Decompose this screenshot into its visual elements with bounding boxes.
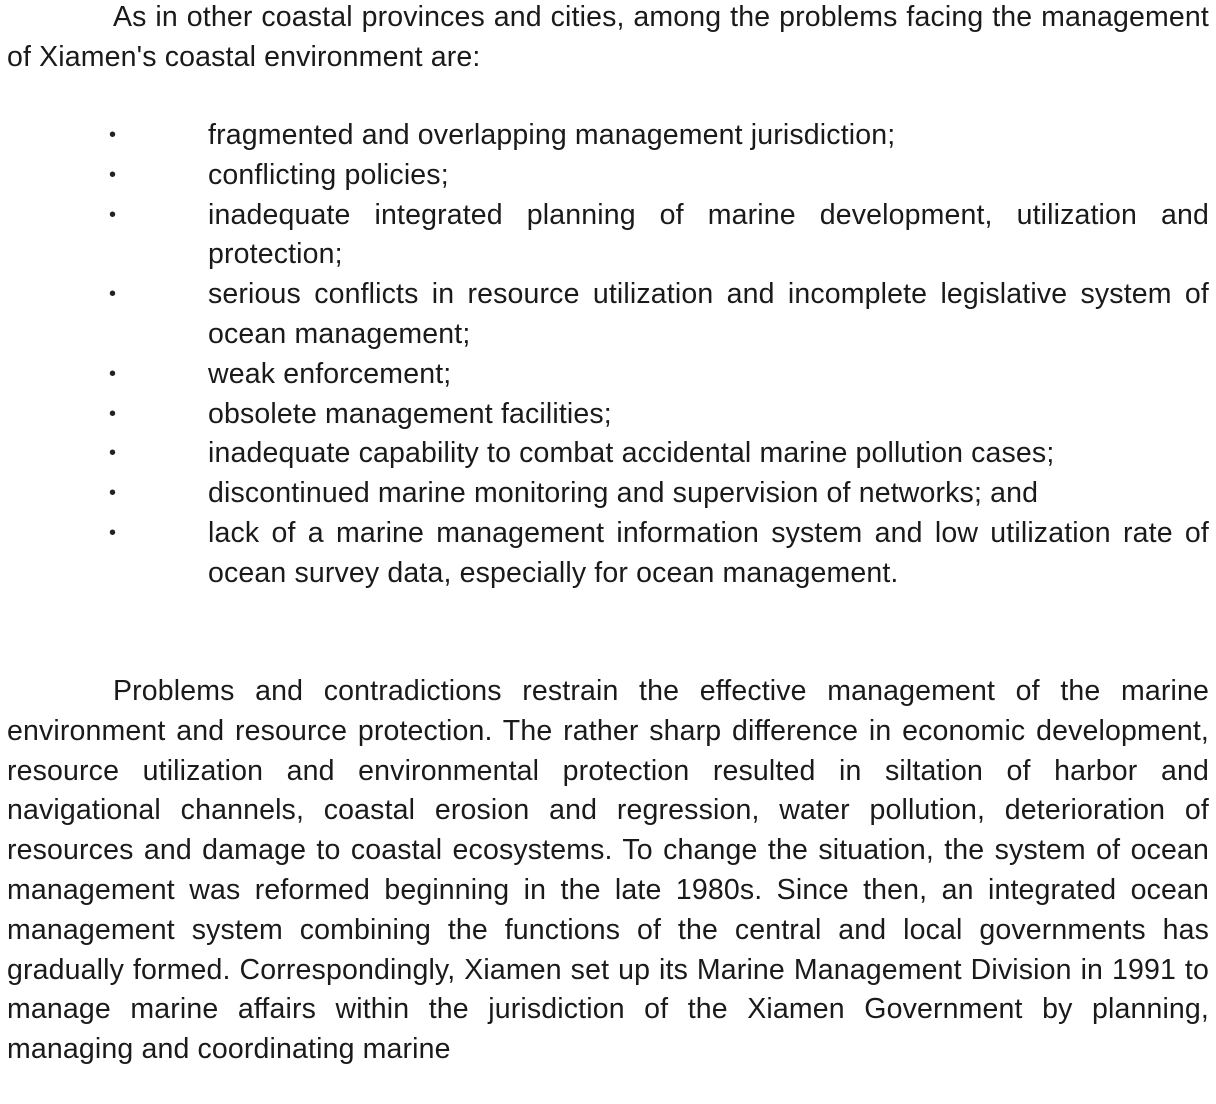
bullet-icon: •: [109, 521, 117, 544]
list-item-text: obsolete management facilities;: [208, 397, 612, 430]
list-item-text: inadequate integrated planning of marine development, utilization and protection;: [208, 198, 1209, 271]
bullet-icon: •: [109, 402, 117, 425]
list-item: [0, 355, 1209, 395]
list-item: [0, 395, 1209, 435]
intro-paragraph: As in other coastal provinces and cities, among the problems facing the management of Xiamen's coastal environment are:: [7, 1, 1209, 73]
list-item-text: fragmented and overlapping management jurisdiction;: [208, 119, 896, 151]
list-item-text: conflicting policies;: [208, 158, 449, 191]
bullet-icon: •: [109, 124, 117, 146]
bullet-icon: •: [109, 482, 117, 505]
list-item: [0, 275, 1209, 355]
list-item: [0, 156, 1209, 196]
bullet-icon: •: [109, 442, 117, 465]
bullet-icon: •: [109, 362, 117, 385]
bullet-icon: •: [109, 163, 117, 186]
problem-list: [0, 116, 1216, 594]
list-item-text: serious conflicts in resource utilization and incomplete legislative system of ocean management;: [208, 278, 1209, 350]
list-item: [0, 196, 1209, 276]
list-item-text: discontinued marine monitoring and supervision of networks; and: [208, 477, 1039, 510]
list-item: [0, 514, 1209, 594]
list-item: [0, 116, 1209, 156]
list-item: [0, 434, 1209, 474]
body-paragraph: Problems and contradictions restrain the effective management of the marine environment and resource protection. The rather sharp difference in economic development, resource utilization and environmental protection resulted in siltation of harbor and navigational channels, coastal erosion and regression, water pollution, deterioration of resources and damage to coastal ecosystems. To change the situation, the system of ocean management was reformed beginning in the late 1980s. Since then, an integrated ocean management system combining the functions of the central and local governments has gradually formed. Correspondingly, Xiamen set up its Marine Management Division in 1991 to manage marine affairs within the jurisdiction of the Xiamen Government by planning, managing and coordinating marine: [7, 675, 1209, 1066]
bullet-icon: •: [109, 203, 117, 226]
list-item: [0, 474, 1209, 514]
list-item-text: weak enforcement;: [208, 357, 452, 390]
bullet-icon: •: [109, 283, 117, 306]
list-item-text: inadequate capability to combat accidental marine pollution cases;: [208, 437, 1055, 470]
list-item-text: lack of a marine management information system and low utilization rate of ocean survey data, especially for ocean management.: [208, 516, 1209, 589]
